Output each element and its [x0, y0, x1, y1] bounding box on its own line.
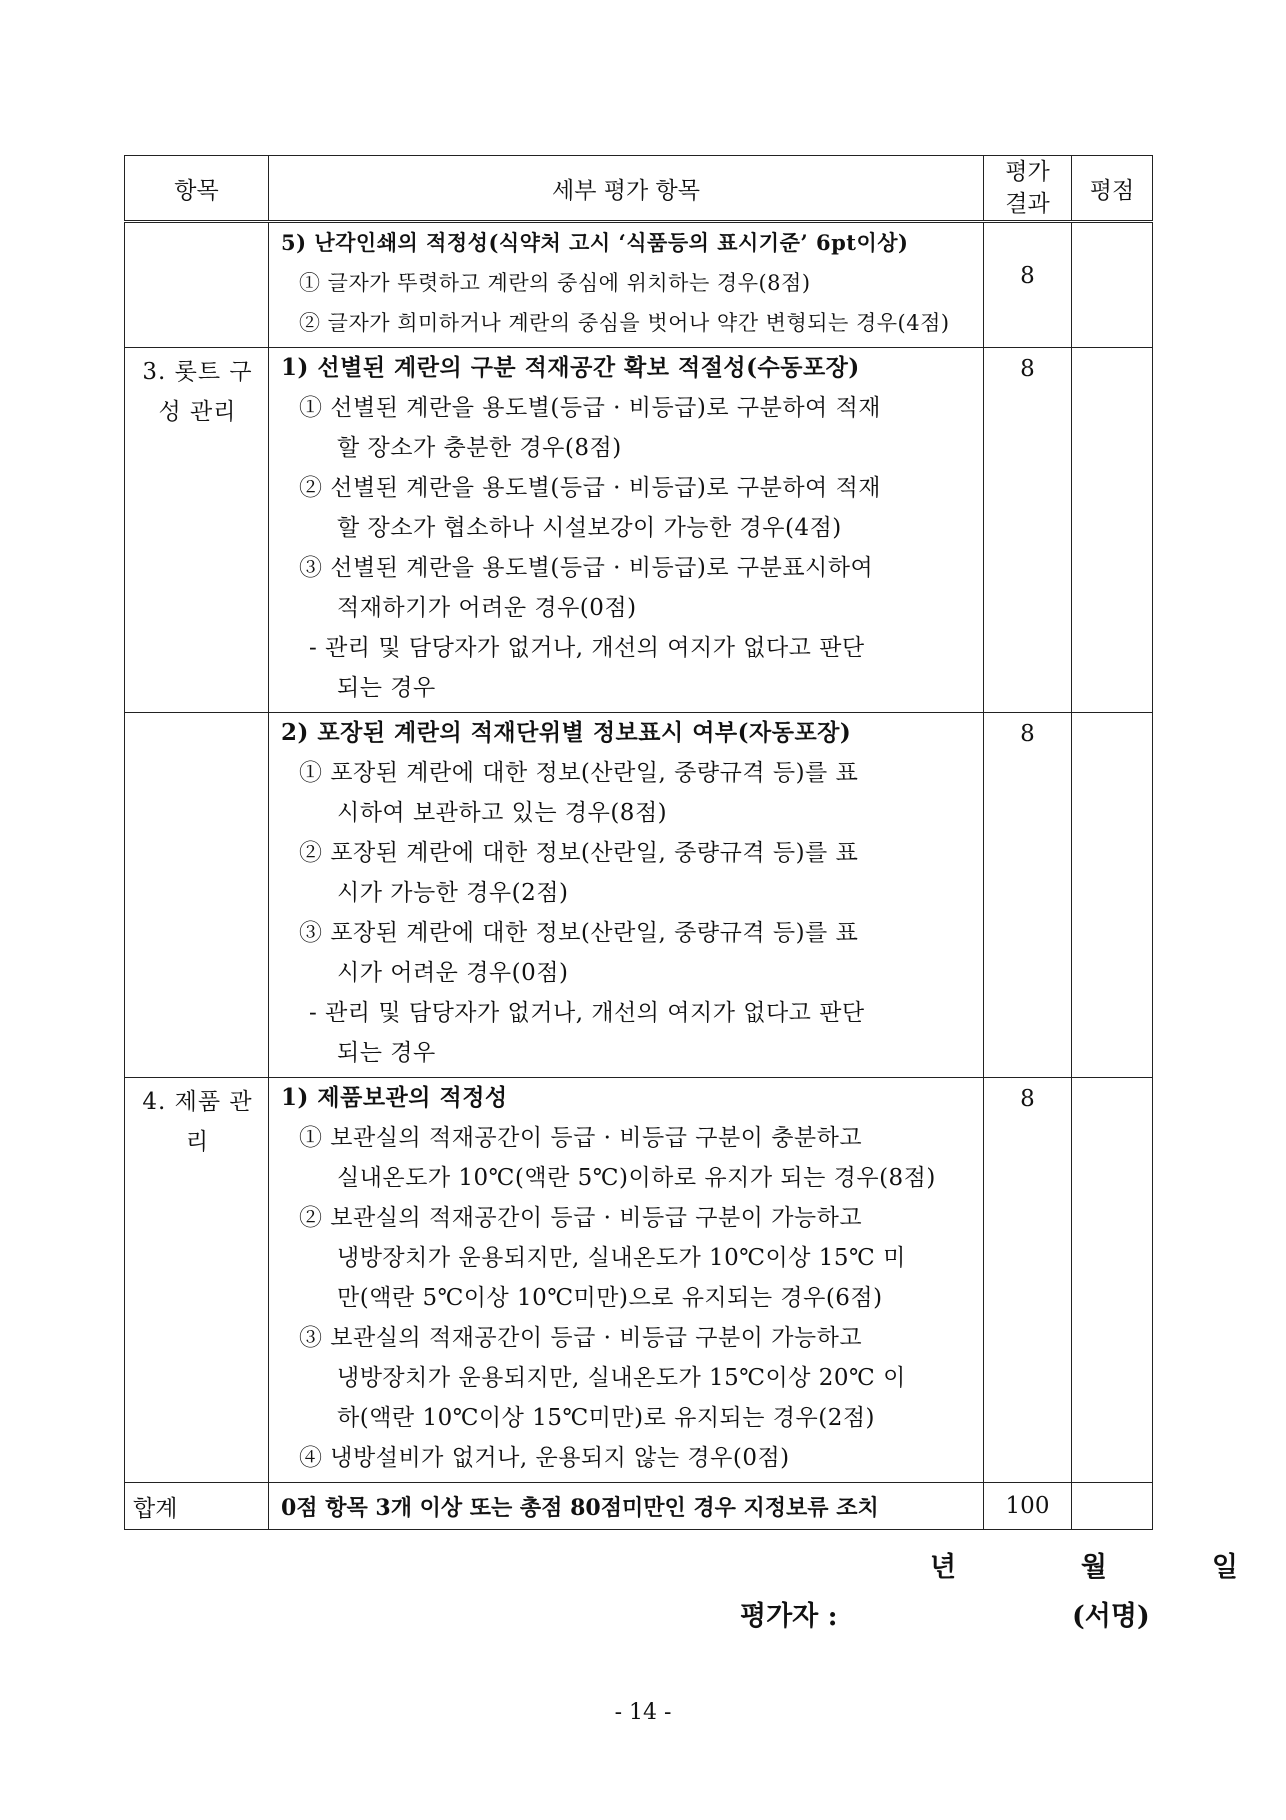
row-detail	[269, 222, 984, 348]
detail-line: ② 선별된 계란을 용도별(등급 · 비등급)로 구분하여 적재	[299, 475, 882, 501]
total-row	[125, 1483, 1153, 1530]
table-header-row	[125, 156, 1153, 222]
detail-line: 시가 어려운 경우(0점)	[337, 960, 569, 986]
signature-date	[930, 1545, 1240, 1584]
detail-line: - 관리 및 담당자가 없거나, 개선의 여지가 없다고 판단	[309, 1000, 865, 1026]
table-row	[125, 348, 1153, 713]
detail-line: 시하여 보관하고 있는 경우(8점)	[337, 800, 668, 826]
header-comment: 평점	[1072, 156, 1153, 222]
detail-line: ① 보관실의 적재공간이 등급 · 비등급 구분이 충분하고	[299, 1125, 863, 1151]
detail-line: 냉방장치가 운용되지만, 실내온도가 10℃이상 15℃ 미	[337, 1245, 906, 1271]
row-item	[125, 713, 269, 1078]
month-label: 월	[1080, 1552, 1109, 1583]
row-comment	[1072, 222, 1153, 348]
detail-title: 5) 난각인쇄의 적정성(식약처 고시 ‘식품등의 표시기준’ 6pt이상)	[281, 230, 909, 255]
detail-title: 1) 제품보관의 적정성	[281, 1084, 508, 1111]
total-comment	[1072, 1483, 1153, 1530]
detail-line: 실내온도가 10℃(액란 5℃)이하로 유지가 되는 경우(8점)	[337, 1165, 936, 1191]
detail-line: ① 선별된 계란을 용도별(등급 · 비등급)로 구분하여 적재	[299, 395, 882, 421]
detail-title: 1) 선별된 계란의 구분 적재공간 확보 적절성(수동포장)	[281, 354, 860, 381]
page-number: - 14 -	[614, 1700, 672, 1725]
row-score: 8	[984, 348, 1072, 713]
total-score: 100	[984, 1483, 1072, 1530]
year-label: 년	[930, 1552, 959, 1583]
row-detail	[269, 713, 984, 1078]
detail-line: ① 글자가 뚜렷하고 계란의 중심에 위치하는 경우(8점)	[299, 271, 811, 295]
detail-line: ① 포장된 계란에 대한 정보(산란일, 중량규격 등)를 표	[299, 760, 859, 786]
table-row	[125, 1078, 1153, 1483]
row-item: 3. 롯트 구성 관리	[125, 348, 269, 713]
detail-line: 되는 경우	[337, 1040, 436, 1066]
detail-line: 만(액란 5℃이상 10℃미만)으로 유지되는 경우(6점)	[337, 1285, 883, 1311]
row-score: 8	[984, 1078, 1072, 1483]
row-item: 4. 제품 관리	[125, 1078, 269, 1483]
detail-line: 할 장소가 협소하나 시설보강이 가능한 경우(4점)	[337, 515, 842, 541]
evaluator-label: 평가자 :	[740, 1601, 838, 1632]
detail-line: ④ 냉방설비가 없거나, 운용되지 않는 경우(0점)	[299, 1445, 790, 1471]
detail-line: 하(액란 10℃이상 15℃미만)로 유지되는 경우(2점)	[337, 1405, 876, 1431]
row-score: 8	[984, 713, 1072, 1078]
row-comment	[1072, 1078, 1153, 1483]
total-label: 합계	[125, 1483, 269, 1530]
row-detail	[269, 348, 984, 713]
detail-line: ② 보관실의 적재공간이 등급 · 비등급 구분이 가능하고	[299, 1205, 863, 1231]
detail-line: ② 포장된 계란에 대한 정보(산란일, 중량규격 등)를 표	[299, 840, 859, 866]
detail-line: ② 글자가 희미하거나 계란의 중심을 벗어나 약간 변형되는 경우(4점)	[299, 311, 950, 335]
table-row	[125, 222, 1153, 348]
detail-line: 되는 경우	[337, 675, 436, 701]
header-item: 항목	[125, 156, 269, 222]
row-item	[125, 222, 269, 348]
row-detail	[269, 1078, 984, 1483]
detail-line: - 관리 및 담당자가 없거나, 개선의 여지가 없다고 판단	[309, 635, 865, 661]
row-score: 8	[984, 222, 1072, 348]
total-text: 0점 항목 3개 이상 또는 총점 80점미만인 경우 지정보류 조치	[269, 1483, 984, 1530]
detail-line: ③ 선별된 계란을 용도별(등급 · 비등급)로 구분표시하여	[299, 555, 874, 581]
detail-line: 냉방장치가 운용되지만, 실내온도가 15℃이상 20℃ 이	[337, 1365, 906, 1391]
detail-line: 적재하기가 어려운 경우(0점)	[337, 595, 637, 621]
detail-line: 할 장소가 충분한 경우(8점)	[337, 435, 622, 461]
detail-title: 2) 포장된 계란의 적재단위별 정보표시 여부(자동포장)	[281, 719, 852, 746]
detail-line: 시가 가능한 경우(2점)	[337, 880, 569, 906]
row-comment	[1072, 713, 1153, 1078]
table-row	[125, 713, 1153, 1078]
day-label: 일	[1211, 1552, 1240, 1583]
header-detail: 세부 평가 항목	[269, 156, 984, 222]
evaluation-table	[124, 155, 1153, 1530]
detail-line: ③ 포장된 계란에 대한 정보(산란일, 중량규격 등)를 표	[299, 920, 859, 946]
header-result: 평가 결과	[984, 156, 1072, 222]
row-comment	[1072, 348, 1153, 713]
detail-line: ③ 보관실의 적재공간이 등급 · 비등급 구분이 가능하고	[299, 1325, 863, 1351]
signature-label: (서명)	[1072, 1601, 1150, 1632]
